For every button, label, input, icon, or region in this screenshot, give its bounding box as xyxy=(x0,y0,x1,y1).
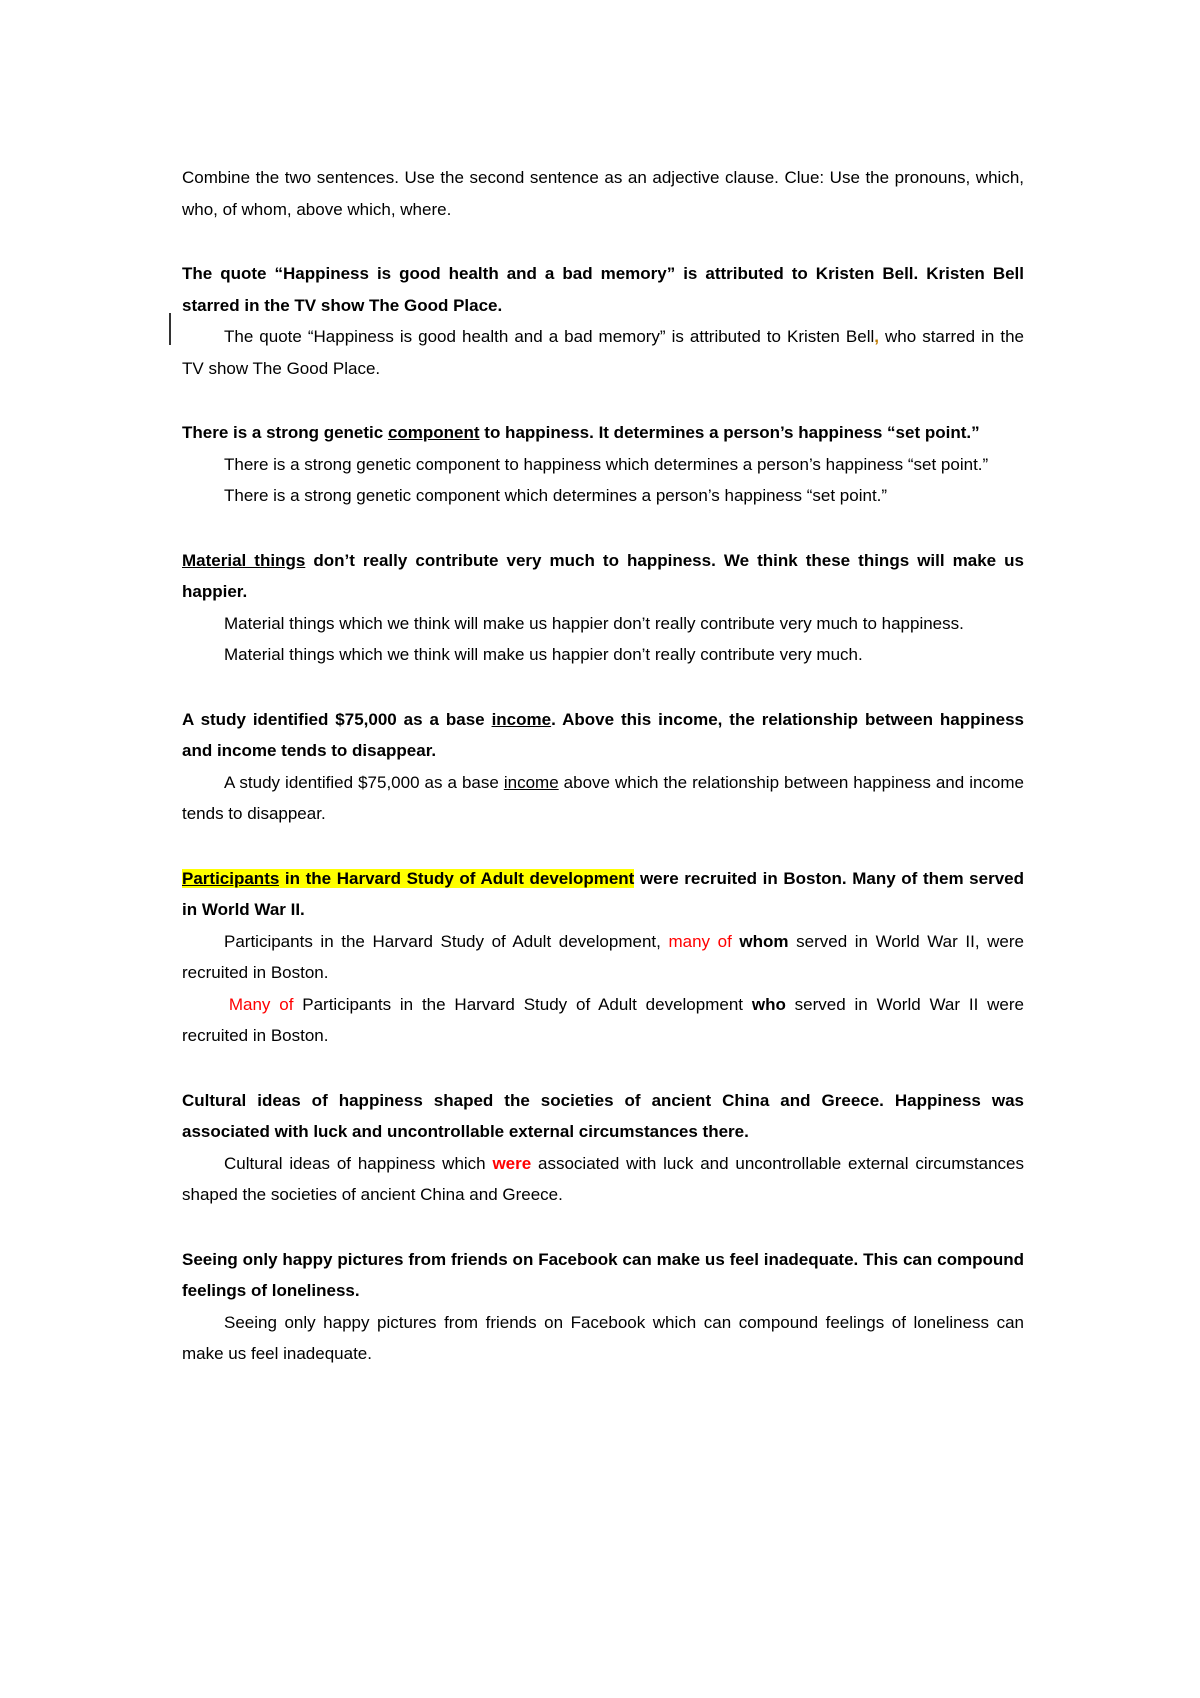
exercise-1-prompt: The quote “Happiness is good health and a bad memory” is attributed to Kristen Bell. Kristen Bell starred in the TV show The Good Place. xyxy=(182,264,1024,315)
underlined-word-income: income xyxy=(491,709,552,729)
instructions-text: Combine the two sentences. Use the second sentence as an adjective clause. Clue: Use the pronouns, which, who, of whom, above which, where. xyxy=(182,168,1024,219)
exercise-5-answer-1 xyxy=(182,926,1024,989)
exercise-5-answer-2-middle: Participants in the Harvard Study of Adult development xyxy=(293,994,752,1014)
document-page xyxy=(182,162,1024,1370)
exercise-1-answer-start: The quote “Happiness is good health and a bad memory” is attributed to Kristen Bell xyxy=(224,327,875,346)
exercise-4-answer-end: above which the relationship between happiness and income tends to disappear. xyxy=(182,772,1024,823)
exercise-2-answer-2: There is a strong genetic component which determines a person’s happiness “set point.” xyxy=(224,486,888,505)
exercise-5-answer-2-end: served in World War II were recruited in Boston. xyxy=(182,994,1024,1045)
exercise-6-answer-end: associated with luck and uncontrollable external circumstances shaped the societies of ancient China and Greece. xyxy=(182,1153,1024,1204)
underlined-word-income-answer: income xyxy=(503,772,559,792)
exercise-2-answer-1: There is a strong genetic component to happiness which determines a person’s happiness “set point.” xyxy=(224,454,989,474)
exercise-5-answer-1-start: Participants in the Harvard Study of Adult development, xyxy=(224,931,669,951)
highlighted-phrase-harvard-study: in the Harvard Study of Adult development xyxy=(279,868,635,888)
underlined-word-component: component xyxy=(387,423,480,442)
exercise-2-prompt xyxy=(182,417,1024,449)
exercise-6-answer-start: Cultural ideas of happiness which xyxy=(224,1153,493,1173)
exercise-5-prompt-end: were recruited in Boston. Many of them served in World War II. xyxy=(182,868,1024,919)
exercise-1-answer-end: who starred in the TV show The Good Place. xyxy=(182,327,1024,378)
exercise-6-answer xyxy=(182,1148,1024,1211)
exercise-4-answer xyxy=(182,767,1024,830)
red-text-many-of: many of xyxy=(668,931,732,951)
exercise-3-prompt-end: don’t really contribute very much to happiness. We think these things will make us happier. xyxy=(182,550,1024,601)
highlighted-word-participants: Participants xyxy=(182,868,280,888)
bold-word-whom: whom xyxy=(731,931,789,951)
exercise-5-prompt xyxy=(182,863,1024,926)
exercise-4-prompt-end: . Above this income, the relationship between happiness and income tends to disappear. xyxy=(182,709,1024,760)
exercise-4-prompt xyxy=(182,704,1024,767)
inserted-comma-mark: , xyxy=(874,327,879,346)
exercise-6-prompt: Cultural ideas of happiness shaped the societies of ancient China and Greece. Happiness was associated with luck and uncontrollable external circumstances there. xyxy=(182,1090,1024,1141)
exercise-2-prompt-start: There is a strong genetic xyxy=(182,423,388,442)
exercise-3-answer-1: Material things which we think will make us happier don’t really contribute very much to happiness. xyxy=(224,613,964,633)
exercise-2-prompt-end: to happiness. It determines a person’s happiness “set point.” xyxy=(479,423,980,442)
exercise-5-answer-2 xyxy=(182,989,1024,1052)
exercise-5-answer-1-end: served in World War II, were recruited in Boston. xyxy=(182,931,1024,982)
bold-word-who: who xyxy=(751,994,786,1014)
red-text-many-of-2: Many of xyxy=(228,994,294,1014)
underlined-phrase-material-things: Material things xyxy=(182,550,306,570)
exercise-3-prompt xyxy=(182,545,1024,608)
exercise-3-answer-2: Material things which we think will make us happier don’t really contribute very much. xyxy=(224,645,863,664)
exercise-7-prompt: Seeing only happy pictures from friends on Facebook can make us feel inadequate. This can compound feelings of loneliness. xyxy=(182,1249,1024,1300)
exercise-7-answer: Seeing only happy pictures from friends on Facebook which can compound feelings of loneliness can make us feel inadequate. xyxy=(182,1312,1024,1363)
red-word-were: were xyxy=(492,1153,532,1173)
exercise-4-prompt-start: A study identified $75,000 as a base xyxy=(182,709,492,729)
exercise-1-answer xyxy=(182,321,1024,384)
exercise-4-answer-start: A study identified $75,000 as a base xyxy=(224,772,504,792)
text-cursor-marker xyxy=(169,313,171,345)
